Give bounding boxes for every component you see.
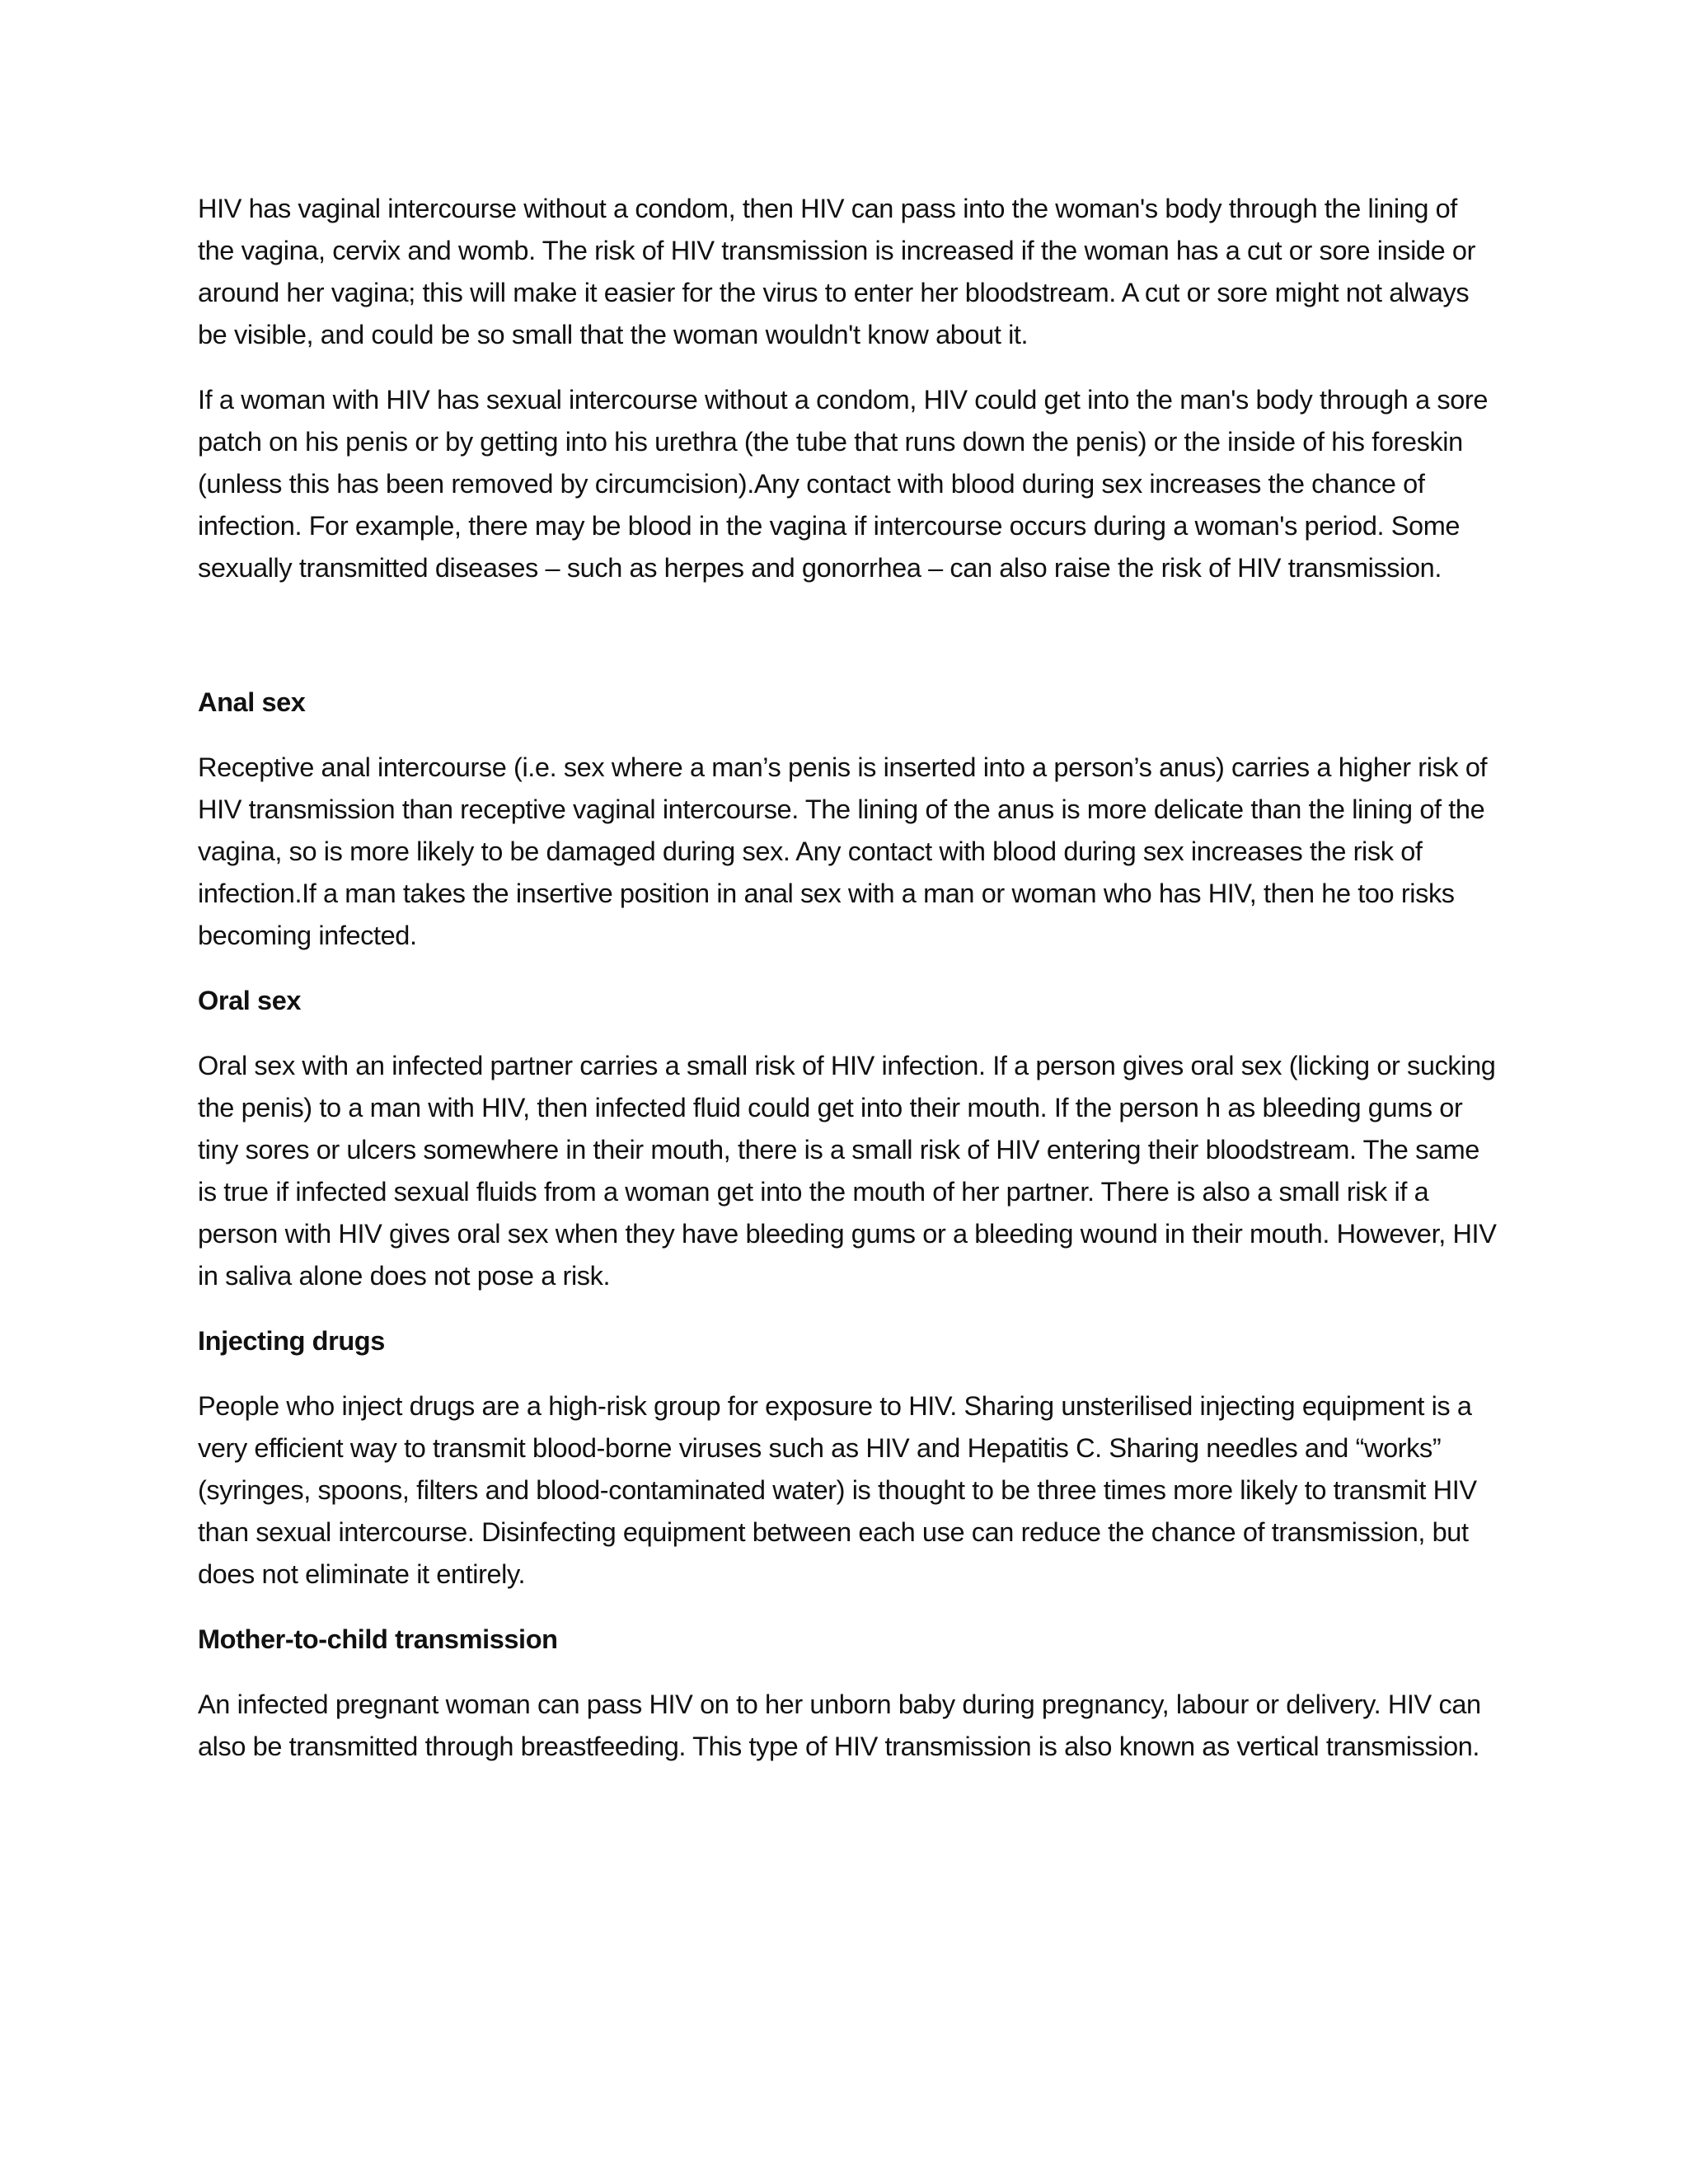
paragraph-oral-sex: Oral sex with an infected partner carries a small risk of HIV infection. If a person gives oral sex (licking or sucking the penis) to a man with HIV, then infected fluid could get into their mouth. If the person h as bleeding gums or tiny sores or ulcers somewhere in their mouth, there is a small risk of HIV entering their bloodstream. The same is true if infected sexual fluids from a woman get into the mouth of her partner. There is also a small risk if a person with HIV gives oral sex when they have bleeding gums or a bleeding wound in their mouth. However, HIV in saliva alone does not pose a risk. [198,1051,1497,1291]
paragraph-mother-to-child: An infected pregnant woman can pass HIV on to her unborn baby during pregnancy, labour or delivery. HIV can also be transmitted through breastfeeding. This type of HIV transmission is also known as vertical transmission. [198,1690,1481,1761]
document-body [198,188,1500,1791]
heading-mother-to-child: Mother-to-child transmission [198,1624,558,1654]
section-spacer [198,612,1500,682]
heading-anal-sex: Anal sex [198,687,306,717]
heading-injecting-drugs: Injecting drugs [198,1326,385,1356]
paragraph-male-transmission: If a woman with HIV has sexual intercourse without a condom, HIV could get into the man's body through a sore patch on his penis or by getting into his urethra (the tube that runs down the penis) or the inside of his foreskin (unless this has been removed by circumcision).Any contact with blood during sex increases the chance of infection. For example, there may be blood in the vagina if intercourse occurs during a woman's period. Some sexually transmitted diseases – such as herpes and gonorrhea – can also raise the risk of HIV transmission. [198,385,1488,583]
paragraph-injecting-drugs: People who inject drugs are a high-risk group for exposure to HIV. Sharing unsterilised injecting equipment is a very efficient way to transmit blood-borne viruses such as HIV and Hepatitis C. Sharing needles and “works” (syringes, spoons, filters and blood-contaminated water) is thought to be three times more likely to transmit HIV than sexual intercourse. Disinfecting equipment between each use can reduce the chance of transmission, but does not eliminate it entirely. [198,1391,1477,1589]
paragraph-vaginal-transmission: HIV has vaginal intercourse without a condom, then HIV can pass into the woman's body through the lining of the vagina, cervix and womb. The risk of HIV transmission is increased if the woman has a cut or sore inside or around her vagina; this will make it easier for the virus to enter her bloodstream. A cut or sore might not always be visible, and could be so small that the woman wouldn't know about it. [198,194,1476,349]
heading-oral-sex: Oral sex [198,986,302,1015]
paragraph-anal-sex: Receptive anal intercourse (i.e. sex where a man’s penis is inserted into a person’s anus) carries a higher risk of HIV transmission than receptive vaginal intercourse. The lining of the anus is more delicate than the lining of the vagina, so is more likely to be damaged during sex. Any contact with blood during sex increases the risk of infection.If a man takes the insertive position in anal sex with a man or woman who has HIV, then he too risks becoming infected. [198,752,1488,950]
